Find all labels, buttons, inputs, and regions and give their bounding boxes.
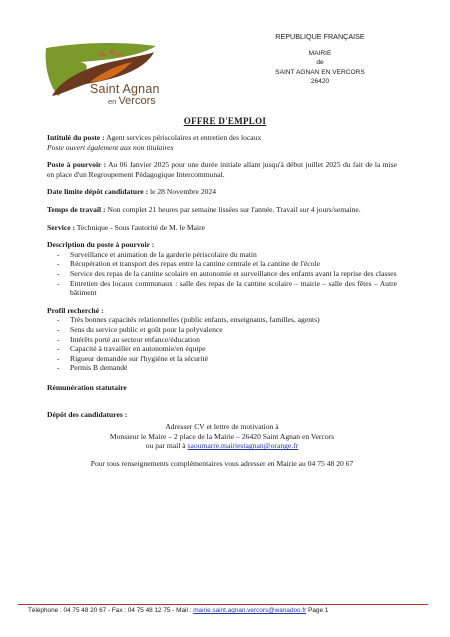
list-item: - Permis B demandé <box>47 363 397 373</box>
profil-label: Profil recherché : <box>47 305 104 315</box>
commune-line: SAINT AGNAN EN VERCORS <box>275 68 365 76</box>
date-limite-text: le 28 Novembre 2024 <box>148 187 217 197</box>
poste-label: Poste à pourvoir : <box>47 160 107 170</box>
depot-line1: Adresser CV et lettre de motivation à <box>165 422 279 432</box>
logo-name: Saint Agnan <box>90 82 160 96</box>
footer-phone: Téléphone : 04 75 48 20 67 <box>28 607 107 614</box>
intitule-note: Poste ouvert également aux non titulaires <box>47 142 174 152</box>
date-limite-label: Date limite dépôt candidature : <box>47 187 149 197</box>
profil-list <box>47 315 397 373</box>
temps-text: Non complet 21 heures par semaine lissées sur l'année. Travail sur 4 jours/semaine. <box>105 204 361 214</box>
list-item: - Très bonnes capacités relationnelles (public enfants, enseignants, familles, agents) <box>47 315 397 325</box>
remuneration-label: Rémunération statutaire <box>47 382 127 392</box>
saint-agnan-logo-icon <box>40 26 160 126</box>
intitule-section <box>47 133 397 143</box>
footer-page: Page 1 <box>306 607 329 614</box>
de-line: de <box>316 59 324 66</box>
depot-line3: ou par mail à saoumarre.mairiestagnan@orange.fr <box>145 441 299 451</box>
offer-body <box>47 133 397 468</box>
service-label: Service : <box>47 222 76 232</box>
list-item: - Intérêts porté au secteur enfance/éducation <box>47 335 397 345</box>
poste-text: Au 06 Janvier 2025 pour une durée initiale allant jusqu'à début juillet 2025 du fait de la mise en place d'un Regroupement Pédagogique Intercommunal. <box>47 160 397 179</box>
list-item: - Entretien des locaux communaux : salle des repas de la cantine scolaire – mairie – salle des fêtes – Autre bâtiment <box>47 279 397 298</box>
depot-label: Dépôt des candidatures : <box>47 410 128 420</box>
depot-line2: Monsieur le Maire – 2 place de la Mairie – 26420 Saint Agnan en Vercors <box>109 431 335 441</box>
poste-section <box>47 160 397 179</box>
list-item: - Service des repas de la cantine scolaire en autonomie et surveillance des enfants avant la reprise des classes <box>47 269 397 279</box>
temps-section <box>47 205 397 215</box>
depot-email-link[interactable]: saoumarre.mairiestagnan@orange.fr <box>187 441 299 451</box>
list-item: - Récupération et transport des repas entre la cantine centrale et la cantine de l'école <box>47 259 397 269</box>
footer-mail-link[interactable]: mairie.saint.agnan.vercors@wanadoo.fr <box>193 607 307 614</box>
footer-mail-label: - Mail : <box>170 607 194 614</box>
intitule-text: Agent services périscolaires et entretien des locaux <box>104 133 262 142</box>
logo-subname: en Vercors <box>108 95 156 107</box>
description-label: Description du poste à pourvoir : <box>47 240 155 250</box>
list-item: - Surveillance et animation de la garderie périscolaire du matin <box>47 250 397 260</box>
date-limite-section <box>47 187 397 197</box>
mairie-header <box>255 32 385 87</box>
list-item: - Sens du service public et goût pour la polyvalence <box>47 325 397 335</box>
republique-line: REPUBLIQUE FRANÇAISE <box>275 32 365 41</box>
intitule-label: Intitulé du poste : <box>47 133 105 142</box>
temps-label: Temps de travail : <box>47 204 106 214</box>
contact-line: Pour tous renseignements complémentaires vous adresser en Mairie au 04 75 48 20 67 <box>90 458 354 468</box>
page-title: OFFRE D'EMPLOI <box>183 116 267 126</box>
footer-divider <box>18 604 428 605</box>
description-list <box>47 250 397 298</box>
footer-fax: - Fax : 04 75 48 12 75 <box>106 607 171 614</box>
mairie-line: MAIRIE <box>308 49 332 57</box>
service-section <box>47 223 397 233</box>
page-footer <box>28 607 428 614</box>
list-item: - Capacité à travailler en autonomie/en équipe <box>47 344 397 354</box>
list-item: - Rigueur demandée sur l'hygiène et la sécurité <box>47 354 397 364</box>
postcode-line: 26420 <box>310 78 330 85</box>
service-text: Technique - Sous l'autorité de M. le Maire <box>75 222 206 232</box>
